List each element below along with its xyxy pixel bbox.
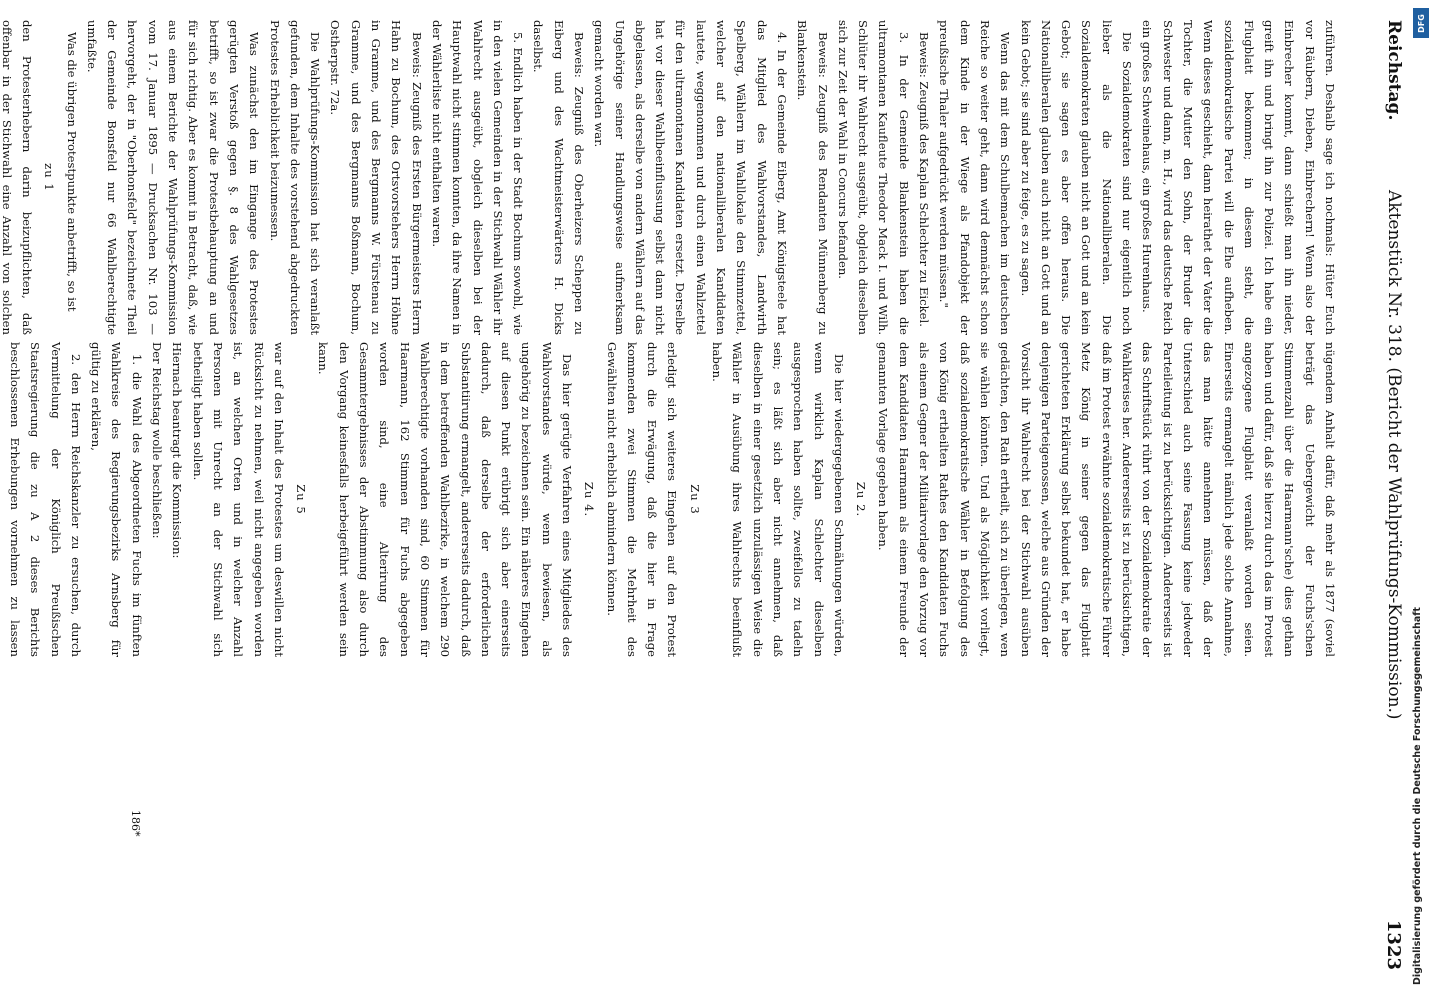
header-title: Reichstag. <box>1384 20 1404 121</box>
paragraph: Was zunächst den im Eingange des Protestes gerügten Verstoß gegen §. 8 des Wahlgesetzes betrifft, so ist zwar die Protestbehauptung an und für sich richtig. Aber es kommt in Betracht, daß, wie aus einem Berichte der Wahlprüfungs-Kommission vom 17. Januar 1895 — Drucksachen Nr. 103 — hervorgeht, der in "Oberhonsfeld" bezeichnete Theil der Gemeinde Bonsfeld nur 66 Wahlberechtigte umfaßte. <box>84 20 262 335</box>
paragraph: 3. In der Gemeinde Blankenstein haben die ultramontanen Kaufleute Theodor Mack I. und Wilh. Schlüter ihr Wahlrecht ausgeübt, obgleich dieselben sich zur Zeit der Wahl in Concurs befanden. <box>835 20 911 335</box>
paragraph: Beweis: Zeugniß des Oberheizers Scheppen zu Eiberg und des Wachtmeisterwärters H. Dicks daselbst. <box>531 20 587 335</box>
page-header <box>1364 20 1404 970</box>
paragraph: Die Wahlprüfungs-Kommission hat sich veranlaßt gefunden, dem Inhalte des vorstehend abgedruckten Protestes Erheblichkeit beizumessen. <box>267 20 323 335</box>
paragraph: Die Sozialdemokraten sind nur eigentlich noch lieber als die Nationalliberalen. Die Sozialdemokraten glauben nicht an Gott und an kein Gebot; sie sagen es aber offen heraus. Die Nationalliberalen glauben auch nicht an Gott und an kein Gebot; sie sind aber zu feige, es zu sagen. <box>1018 20 1135 335</box>
paragraph: war auf den Inhalt des Protestes um deswillen nicht Rücksicht zu nehmen, weil nicht angegeben worden ist, an welchen Orten und in welcher Anzahl Personen mit Unrecht an der Stichwahl sich betheiligt haben sollen. <box>190 342 286 657</box>
paragraph: Der Reichstag wolle beschließen: <box>150 342 165 539</box>
paragraph: den Protesterhebern darin beizupflichten, daß offenbar in der Stichwahl eine Anzahl von solchen <box>0 20 34 335</box>
header-document-title: Aktenstück Nr. 318. (Bericht der Wahlprüfungs-Kommission.) <box>1384 190 1404 720</box>
paragraph: nügendem Anhalt dafür, daß mehr als 1877 (soviel beträgt das Uebergewicht der Fuchs'schen Stimmenzahl über die Haarmann'sche) dies gethan haben und dafür, daß sie hierzu durch das im Protest angezogene Flugblatt veranlaßt worden seien. Einerseits ermangelt nämlich jede solche Annahme, das man hätte annehmen müssen, daß der Unterschied auch seine Fassung keine jedweder Parteileitung ist zu berücksichtigen. Andererseits ist das Schriftstück rührt von der Sozialdemokratie der Wahlkreises her. Andererseits ist zu berücksichtigen, daß im Protest erwähnte sozialdemokratische Führer Metz König in seiner gegen das Flugblatt gerichteten Erklärung selbst bekundet hat, er habe denjenigen Parteigenossen, welche aus Gründen der Vorsicht ihr Wahlrecht bei der Stichwahl ausüben gedächten, den Rath ertheilt, sich zu überlegen, wen sie wählen könnten. Und als Möglichkeit vorliegt, daß sozialdemokratische Wähler in Befolgung des von König ertheilten Rathes den Kandidaten Fuchs als einem Gegner der Militairvorlage den Vorzug vor dem Kandidaten Haarmann als einem Freunde der genannten Vorlage gegeben haben. <box>876 342 1337 657</box>
text-column-left <box>0 20 1340 335</box>
digitization-credit: Digitalisierung gefördert durch die Deutsche Forschungsgemeinschaft <box>1412 607 1423 985</box>
paragraph: erledigt sich weiteres Eingehen auf den Protest durch die Erwägung, daß die hier in Frage kommenden zwei Stimmen die Mehrheit des Gewählten nicht erheblich abmindern können. <box>604 342 680 657</box>
page-signature-mark: 186* <box>129 810 142 837</box>
paragraph: 5. Endlich haben in der Stadt Bochum sowohl, wie in den vielen Gemeinden in der Stichwahl Wähler ihr Wahlrecht ausgeübt, obgleich dieselben bei der Hauptwahl nicht stimmen konnten, da ihre Namen in der Wählerliste nicht enthalten waren. <box>429 20 526 335</box>
paragraph: Was die übrigen Protestpunkte anbetrifft, so ist <box>64 32 79 312</box>
paragraph: 2. den Herrn Reichskanzler zu ersuchen, durch Vermittelung der Königlich Preußischen Staatsregierung die zu A 2 dieses Berichts beschlossenen Erhebungen vornehmen zu lassen <box>8 342 83 657</box>
paragraph: Beweis: Zeugniß des Rendanten Münnenberg zu Blankenstein. <box>795 20 830 335</box>
paragraph: Beweis: Zeugniß des Kaplan Schlechter zu Eickel. <box>917 32 932 327</box>
dfg-logo-text: DFG <box>1416 13 1426 33</box>
section-heading: Zu 3 <box>687 484 702 515</box>
paragraph: Wenn das mit dem Schulbemachen im deutschen Reiche so weiter geht, dann wird demnächst schon dem Kinde in der Wiege als Pfandobjekt der preußische Thaler aufgedrückt werden müssen." <box>937 20 1013 335</box>
section-heading: Zu 5 <box>294 484 309 515</box>
paragraph: zuführen. Deshalb sage ich nochmals: Hüter Euch vor Räubern, Dieben, Einbrechern! Wenn also der Einbrecher kommt, dann schießt man ihn nieder, greift ihn und bringt ihn zur Polizei. Ich habe ein Flugblatt bekommen; in diesem steht, die sozialdemokratische Partei will die Ehe aufheben. Wenn dieses geschieht, dann heirathet der Vater die Tochter, die Mutter den Sohn, der Bruder die Schwester und dann, m. H., wird das deutsche Reich ein großes Schweinehaus, ein großes Hurenhaus. <box>1140 20 1337 335</box>
text-column-right <box>8 342 1340 657</box>
section-heading: zu 1 <box>42 163 57 192</box>
page-number: 1323 <box>1383 919 1404 970</box>
paragraph: Hiernach beantragt die Kommission: <box>170 342 185 559</box>
paragraph: Die hier wiedergegebenen Schmähungen würden, wenn wirklich Kaplan Schlechter dieselben ausgesprochen haben sollte, zweifellos zu tadeln sein; es läßt sich aber nicht annehmen, daß dieselben in einer gesetzlich unzulässigen Weise die Wähler in Ausübung ihres Wahlrechts beeinflußt haben. <box>710 342 846 657</box>
paragraph: 4. In der Gemeinde Eiberg, Amt Königsteele hat das Mitglied des Wahlvorstandes, Landwirth Spelberg, Wählern im Wahllokale den Stimmzettel, welcher auf den nationalliberalen Kandidaten lautete, weggenommen und durch einen Wahlzettel für den ultramontanen Kandidaten ersetzt. Derselbe hat vor dieser Wahlbeeinflussung selbst dann nicht abgelassen, als derselbe von andern Wählern auf das Ungehörige seiner Handlungsweise aufmerksam gemacht worden war. <box>592 20 789 335</box>
paragraph: Das hier gerügte Verfahren eines Mitgliedes des Wahlvorstandes würde, wenn bewiesen, als ungehörig zu bezeichnen sein. Ein näheres Eingehen auf diesen Punkt erübrigt sich aber einerseits dadurch, daß derselbe der erforderlichen Substantiirung ermangelt, andererseits dadurch, daß in dem betreffenden Wahlbezirke, in welchem 290 Wahlberechtigte vorhanden sind, 60 Stimmen für Haarmann, 162 Stimmen für Fuchs abgegeben worden sind, eine Alterirung des Gesammtergebnisses der Abstimmung also durch den Vorgang keinesfalls herbeigeführt werden sein kann. <box>316 342 575 657</box>
section-heading: Zu 2. <box>854 481 869 518</box>
paragraph: 1. die Wahl des Abgeordneten Fuchs im fünften Wahlkreise des Regierungsbezirks Arnsberg für gültig zu erklären, <box>89 342 144 657</box>
section-heading: Zu 4. <box>582 481 597 518</box>
paragraph: Beweis: Zeugniß des Ersten Bürgermeisters Herrn Hahn zu Bochum, des Ortsvorstehers Herrn Höhne in Gramme, und des Bergmanns W. Fürstenau zu Gramme, und des Bergmanns Boßmann, Bochum, Ostherpstr. 72a. <box>328 20 424 335</box>
dfg-logo <box>1413 8 1429 38</box>
